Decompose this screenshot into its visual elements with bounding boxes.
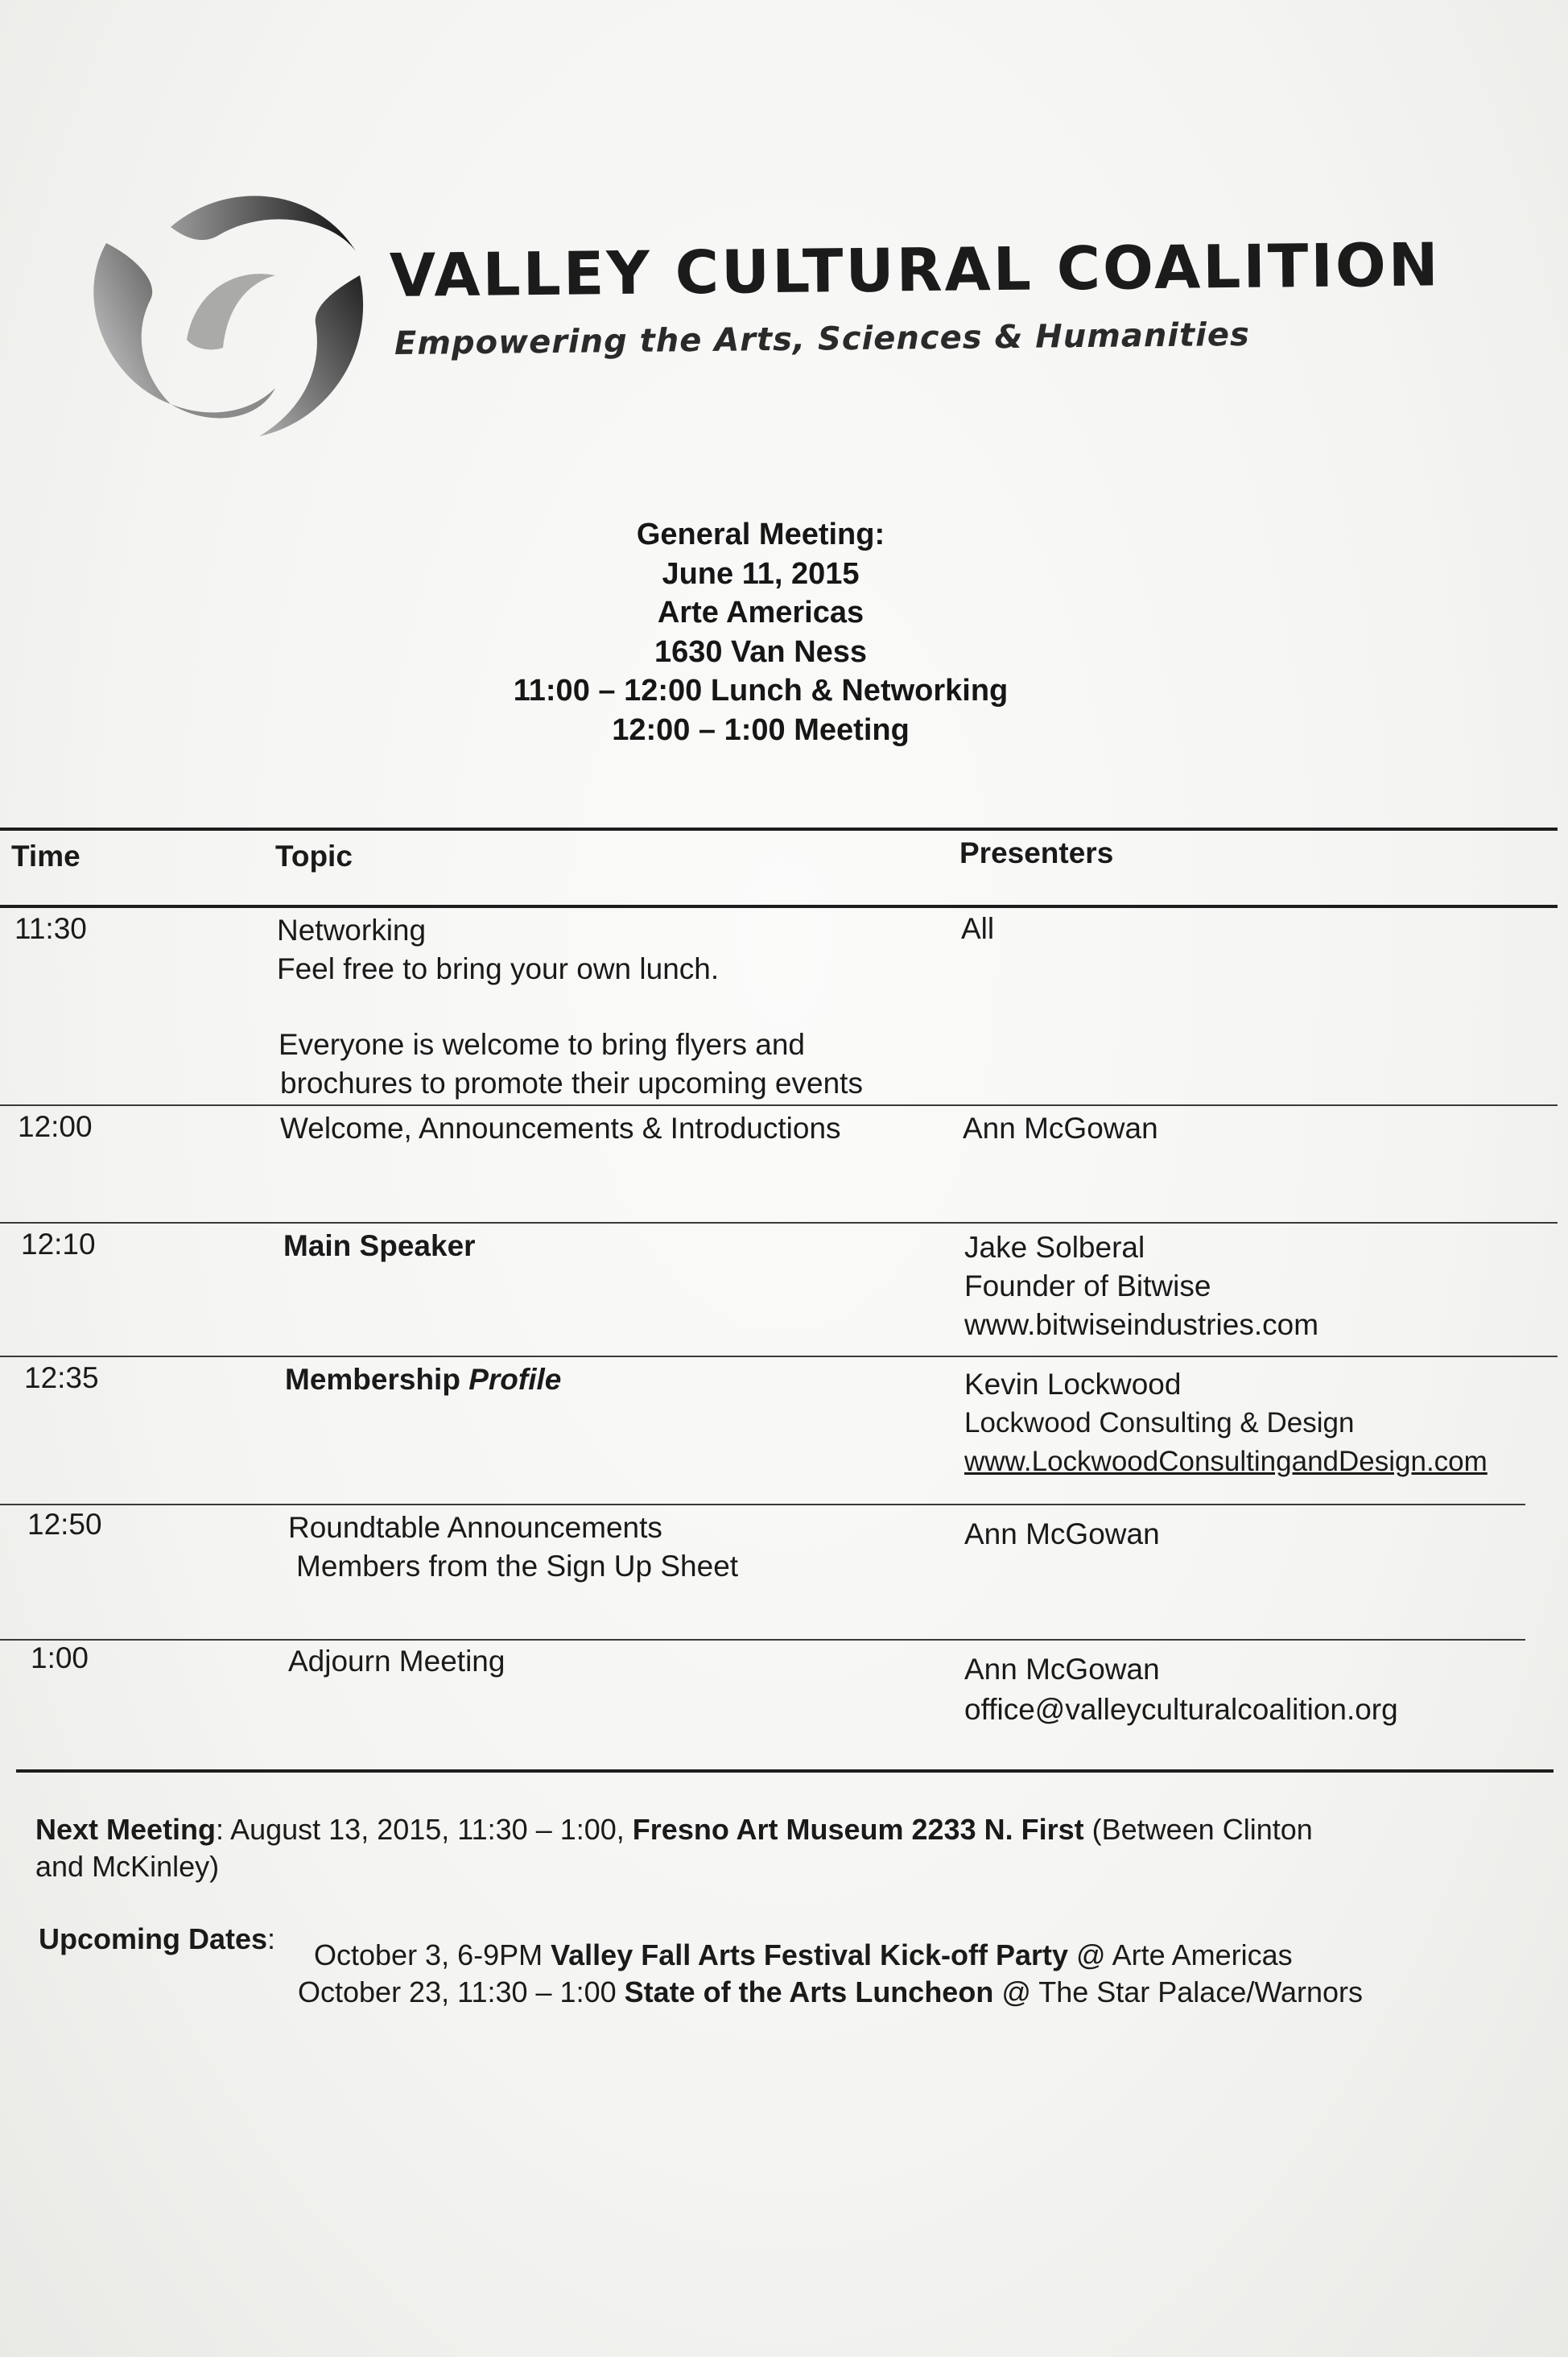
meeting-session-time: 12:00 – 1:00 Meeting — [612, 712, 910, 747]
row-time: 12:10 — [21, 1228, 96, 1261]
row-presenter: All — [961, 912, 995, 945]
organization-tagline: Empowering the Arts, Sciences & Humanities — [394, 316, 1251, 362]
upcoming-dates-line — [39, 1921, 275, 1958]
row-topic: Welcome, Announcements & Introductions — [280, 1112, 841, 1145]
row-presenter: Ann McGowan — [963, 1112, 1158, 1145]
header-rule — [0, 905, 1558, 908]
row-time: 12:50 — [27, 1508, 102, 1541]
meeting-address: 1630 Van Ness — [654, 634, 868, 669]
upcoming-event — [314, 1937, 1293, 1974]
row-topic — [285, 1360, 561, 1399]
next-meeting-label: Next Meeting — [35, 1813, 217, 1846]
row-topic: Everyone is welcome to bring flyers and — [279, 1028, 805, 1061]
upcoming-event — [298, 1974, 1363, 2011]
meeting-title: General Meeting: — [636, 518, 885, 551]
swirl-logo-icon — [74, 179, 380, 452]
row-topic-italic: Profile — [468, 1363, 562, 1396]
next-meeting-line — [35, 1811, 1313, 1848]
row-divider — [0, 1104, 1558, 1106]
organization-name: VALLEY CULTURAL COALITION — [389, 230, 1442, 311]
row-topic: Main Speaker — [283, 1229, 476, 1262]
row-time: 12:00 — [18, 1110, 93, 1143]
row-presenter-website-link[interactable]: www.LockwoodConsultingandDesign.com — [964, 1446, 1488, 1477]
table-top-rule — [0, 828, 1558, 831]
event-when: October 23, 11:30 – 1:00 — [298, 1975, 625, 2008]
next-meeting-location: Fresno Art Museum 2233 N. First — [632, 1813, 1084, 1846]
table-bottom-rule — [16, 1769, 1554, 1773]
row-topic: Roundtable Announcements — [288, 1511, 662, 1544]
row-divider — [0, 1639, 1525, 1641]
row-presenter: Jake Solberal — [964, 1231, 1145, 1264]
row-topic: brochures to promote their upcoming events — [280, 1067, 863, 1100]
row-divider — [0, 1356, 1558, 1357]
event-when: October 3, 6-9PM — [314, 1938, 551, 1971]
row-topic-bold: Membership — [285, 1363, 469, 1396]
column-header-topic: Topic — [275, 840, 353, 873]
row-presenter: Ann McGowan — [964, 1517, 1160, 1550]
row-divider — [0, 1222, 1558, 1224]
row-presenter-website: www.bitwiseindustries.com — [964, 1308, 1319, 1341]
agenda-table — [0, 821, 1568, 1803]
next-meeting-note-cont: and McKinley) — [35, 1850, 220, 1883]
row-time: 1:00 — [31, 1641, 89, 1674]
row-presenter-detail: Lockwood Consulting & Design — [964, 1407, 1355, 1439]
row-topic: Feel free to bring your own lunch. — [277, 952, 720, 985]
row-presenter-email: office@valleyculturalcoalition.org — [964, 1693, 1398, 1726]
row-presenter: Ann McGowan — [964, 1653, 1160, 1686]
event-where: @ Arte Americas — [1068, 1938, 1293, 1971]
row-divider — [0, 1504, 1525, 1505]
row-presenter: Kevin Lockwood — [964, 1368, 1182, 1401]
row-time: 11:30 — [14, 912, 87, 945]
event-what: State of the Arts Luncheon — [624, 1975, 994, 2008]
column-header-presenters: Presenters — [959, 836, 1114, 869]
row-presenter-detail: Founder of Bitwise — [964, 1269, 1211, 1302]
next-meeting-note: (Between Clinton — [1083, 1813, 1313, 1846]
event-where: @ The Star Palace/Warnors — [993, 1975, 1364, 2008]
event-what: Valley Fall Arts Festival Kick-off Party — [551, 1938, 1069, 1971]
column-header-time: Time — [11, 840, 80, 873]
meeting-header — [451, 515, 1071, 749]
row-topic: Members from the Sign Up Sheet — [296, 1550, 739, 1583]
meeting-venue: Arte Americas — [657, 596, 864, 629]
row-time: 12:35 — [24, 1361, 99, 1394]
upcoming-dates-sep: : — [267, 1922, 276, 1955]
meeting-date: June 11, 2015 — [662, 556, 860, 591]
meeting-lunch-time: 11:00 – 12:00 Lunch & Networking — [513, 674, 1009, 708]
row-topic: Networking — [277, 914, 427, 947]
row-topic: Adjourn Meeting — [288, 1645, 505, 1678]
next-meeting-date: : August 13, 2015, 11:30 – 1:00, — [216, 1813, 633, 1846]
upcoming-dates-label: Upcoming Dates — [39, 1922, 268, 1955]
